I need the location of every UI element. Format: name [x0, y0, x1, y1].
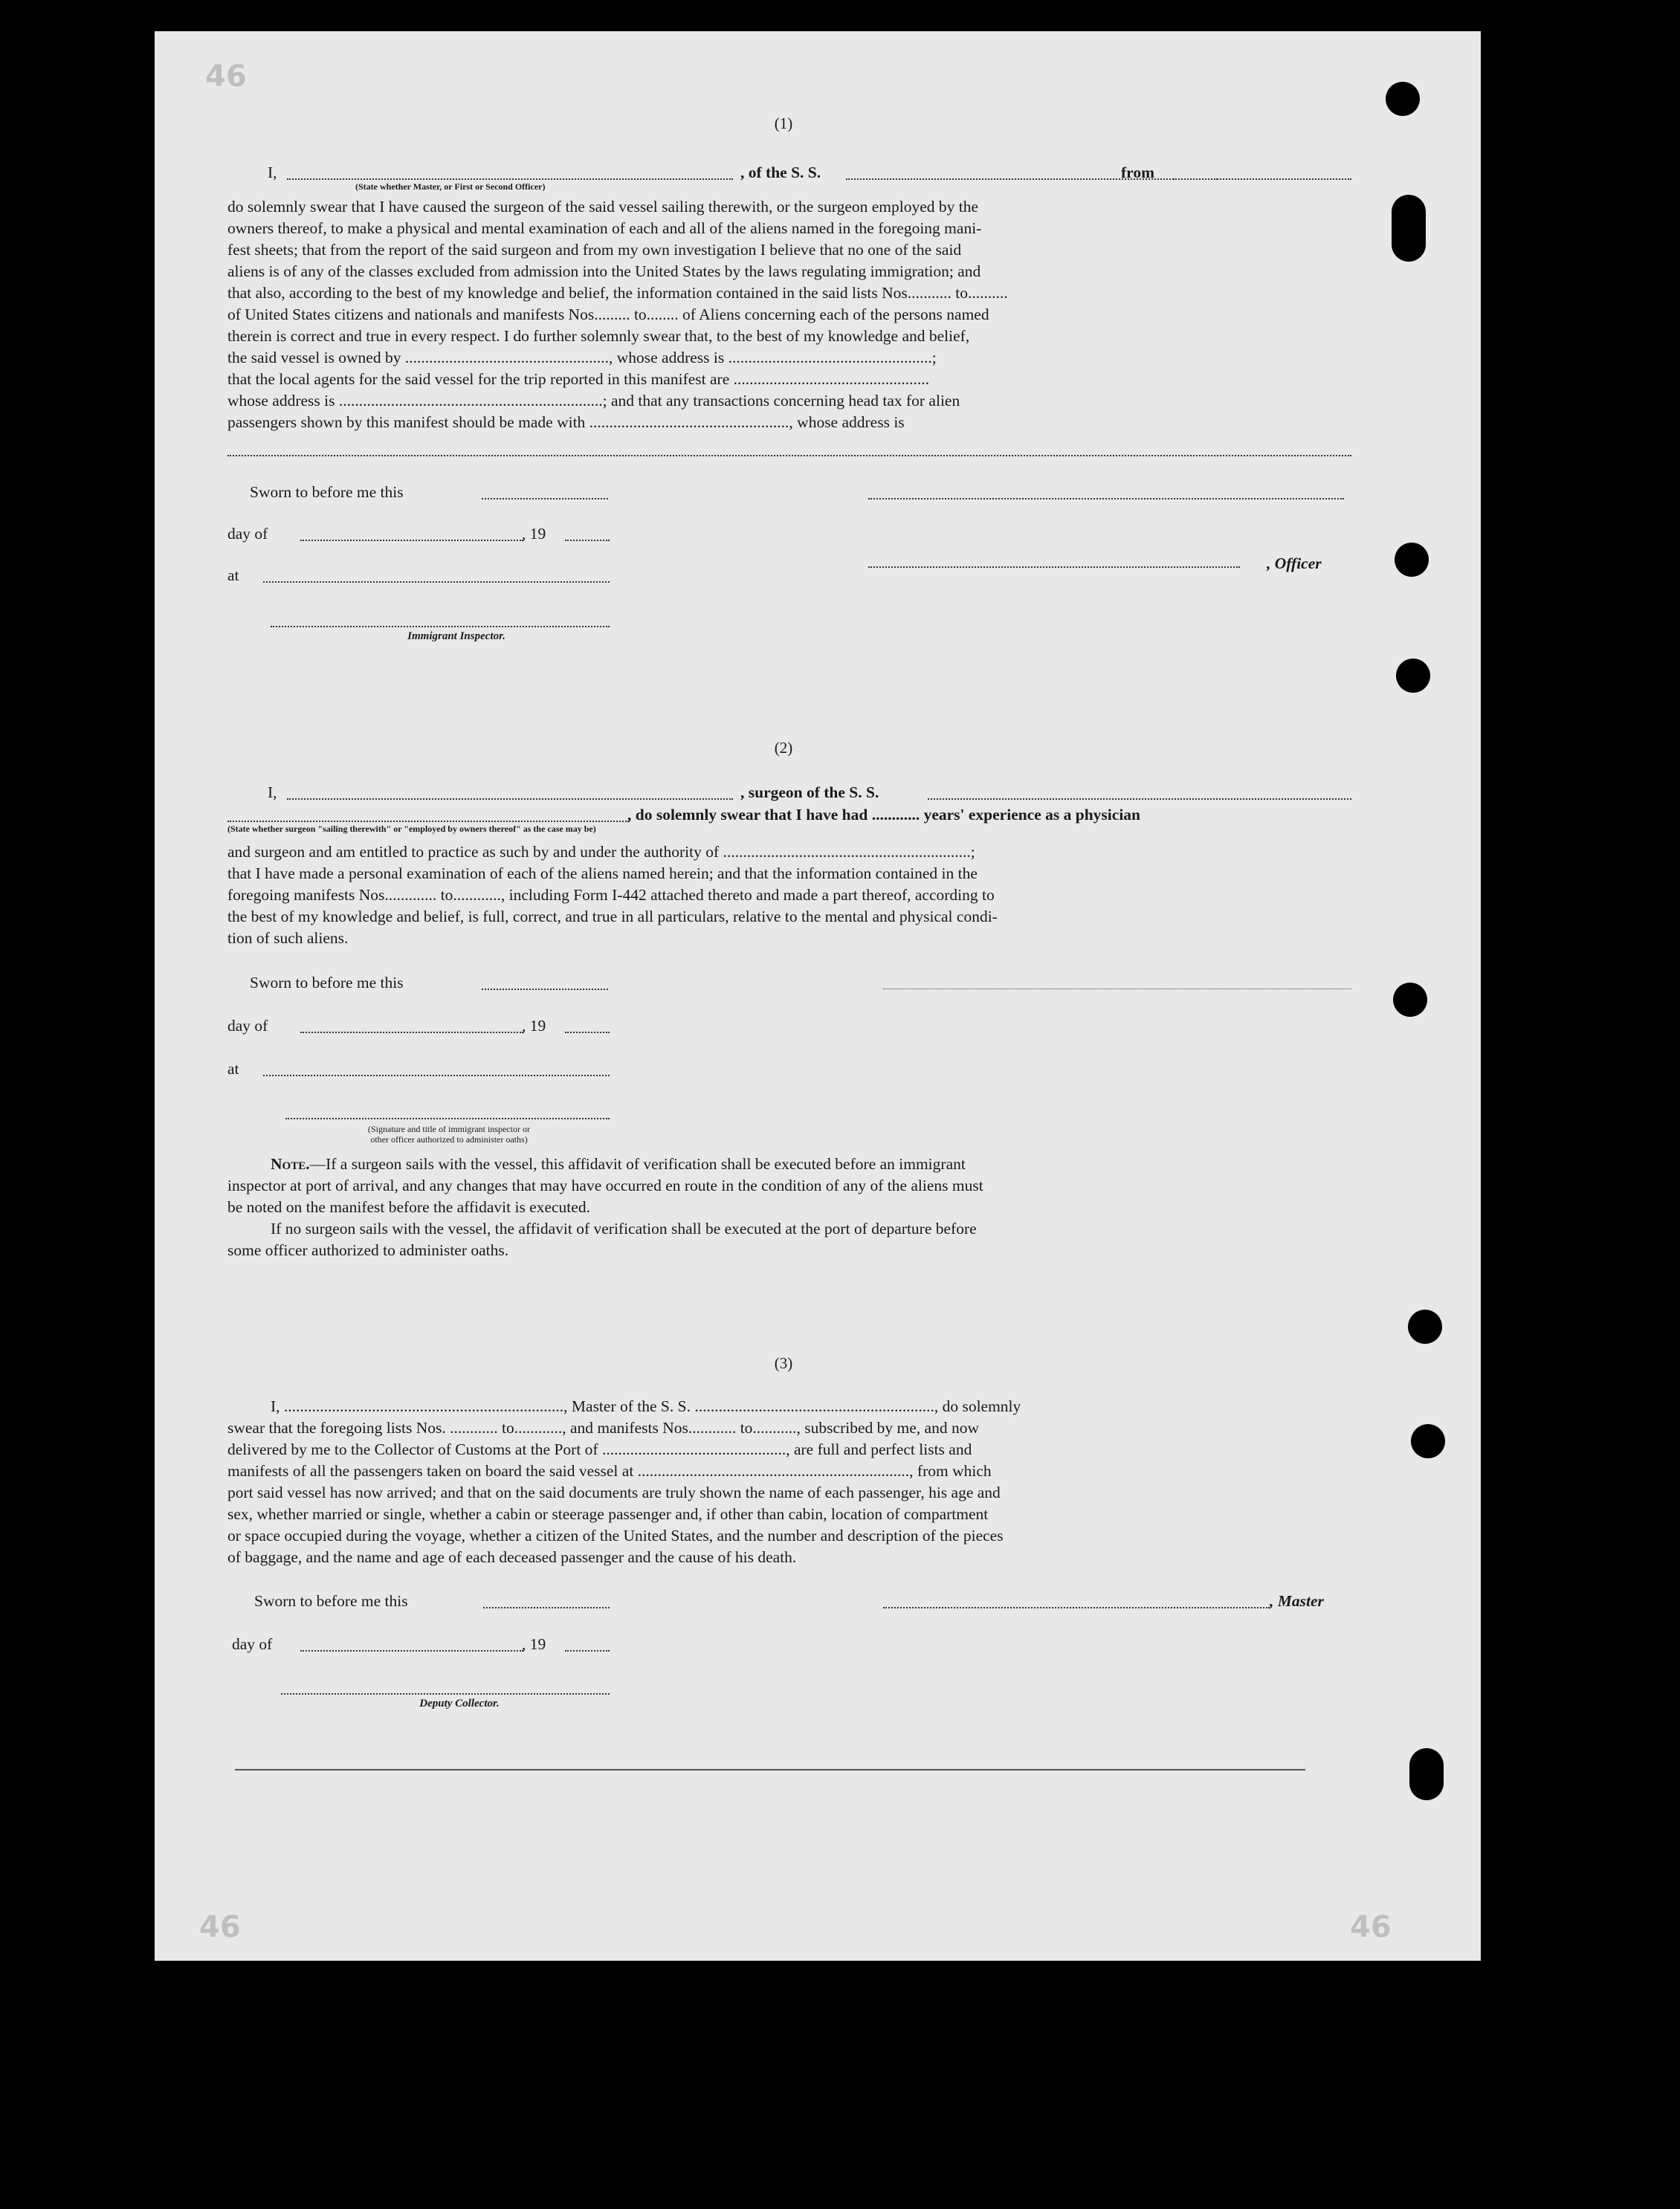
section3-day-line	[300, 1650, 523, 1652]
section2-note	[227, 1154, 1351, 1261]
deputy-caption: Deputy Collector.	[419, 1698, 500, 1710]
section2-body	[227, 841, 1351, 949]
section3-line: delivered by me to the Collector of Customs at the Port of .............................................., are full and perfect lists and	[227, 1440, 972, 1458]
master-signature-line	[883, 1607, 1270, 1608]
binder-hole	[1392, 195, 1426, 262]
officer-signature-line	[868, 498, 1344, 499]
section1-line: whose address is ..................................................................; and that any transactions concerning head tax for alien	[227, 392, 960, 410]
surgeon-status-line	[227, 821, 629, 822]
officer-title-line	[868, 566, 1240, 568]
section3-year-label: , 19	[522, 1635, 546, 1653]
section2-line: tion of such aliens.	[227, 929, 349, 947]
bottom-rule	[235, 1769, 1305, 1770]
surgeon-experience: , do solemnly swear that I have had ............ years' experience as a physician	[627, 806, 1140, 824]
page-number-bottom-right: 46	[1350, 1910, 1392, 1944]
section3-line: port said vessel has now arrived; and that on the said documents are truly shown the name of each passenger, his age and	[227, 1484, 1001, 1501]
vessel-name-line	[846, 178, 1218, 180]
signature-caption-line: other officer authorized to administer oaths)	[370, 1134, 528, 1145]
page-number-top-left: 46	[205, 59, 247, 94]
section2-surgeon-note: (State whether surgeon "sailing therewith" or "employed by owners thereof" as the case may be)	[227, 824, 596, 834]
section1-heading: (1)	[774, 114, 793, 132]
section3-line: or space occupied during the voyage, whether a citizen of the United States, and the number and description of the pieces	[227, 1527, 1004, 1545]
surgeon-vessel-line	[928, 798, 1351, 800]
section3-day-label: day of	[232, 1635, 273, 1653]
section2-line: that I have made a personal examination of each of the aliens named herein; and that the information contained in the	[227, 864, 978, 882]
inspector-signature-line	[271, 626, 610, 627]
section3-body	[227, 1396, 1351, 1568]
section2-line: foregoing manifests Nos............. to............, including Form I-442 attached thereto and made a part thereof, according to	[227, 886, 995, 904]
signature-caption-line: (Signature and title of immigrant inspector or	[368, 1124, 530, 1134]
note-line: some officer authorized to administer oaths.	[227, 1241, 509, 1259]
section3-heading: (3)	[774, 1354, 793, 1372]
from-label: from	[1121, 164, 1154, 181]
section2-sworn-label: Sworn to before me this	[250, 974, 404, 992]
section2-signature-caption	[285, 1124, 613, 1145]
section3-line: sex, whether married or single, whether a cabin or steerage passenger and, if other than cabin, location of compartment	[227, 1505, 989, 1523]
section1-day-label: day of	[227, 525, 268, 543]
inspector-caption: Immigrant Inspector.	[407, 630, 505, 642]
agent-address-line	[227, 455, 1351, 456]
section2-signature-line	[285, 1118, 610, 1119]
section1-day-line	[300, 540, 523, 541]
note-label: Note.	[271, 1155, 310, 1173]
section1-line: of United States citizens and nationals and manifests Nos......... to........ of Aliens concerning each of the persons named	[227, 305, 989, 323]
note-text: —If a surgeon sails with the vessel, this affidavit of verification shall be executed before an immigrant	[309, 1155, 966, 1173]
note-line: be noted on the manifest before the affidavit is executed.	[227, 1198, 590, 1216]
section3-sworn-label: Sworn to before me this	[254, 1592, 408, 1610]
section3-line: swear that the foregoing lists Nos. ............ to............, and manifests Nos............ to..........., subscribed by me, and now	[227, 1419, 979, 1437]
surgeon-name-line	[287, 798, 733, 800]
binder-hole	[1408, 1310, 1442, 1344]
of-ss-label: , of the S. S.	[740, 164, 821, 181]
surgeon-of-label: , surgeon of the S. S.	[740, 783, 879, 801]
section2-at-label: at	[227, 1060, 239, 1078]
binder-hole	[1393, 983, 1427, 1017]
deputy-signature-line	[281, 1693, 610, 1695]
section2-heading: (2)	[774, 739, 793, 757]
section2-day-line	[300, 1032, 523, 1033]
master-name-line	[287, 178, 733, 180]
section2-day-label: day of	[227, 1017, 268, 1035]
binder-hole	[1395, 543, 1429, 577]
section1-line: the said vessel is owned by ..................................................., whose address is ...................................................;	[227, 349, 937, 366]
section1-year-line	[565, 540, 610, 541]
binder-hole	[1386, 82, 1420, 116]
page-number-bottom-left: 46	[199, 1910, 241, 1944]
section1-line: owners thereof, to make a physical and mental examination of each and all of the aliens named in the foregoing mani-	[227, 219, 982, 237]
section1-body	[227, 196, 1351, 433]
master-label: , Master	[1270, 1592, 1324, 1610]
section1-line: passengers shown by this manifest should be made with .................................................., whose address is	[227, 413, 905, 431]
from-port-line	[1173, 178, 1351, 180]
note-line	[227, 1154, 1351, 1175]
section1-line: do solemnly swear that I have caused the surgeon of the said vessel sailing therewith, or the surgeon employed by the	[227, 198, 979, 216]
section2-at-line	[263, 1075, 610, 1076]
section2-line: and surgeon and am entitled to practice as such by and under the authority of ..............................................................;	[227, 843, 975, 861]
binder-hole	[1396, 659, 1430, 693]
section1-line: that the local agents for the said vessel for the trip reported in this manifest are .................................................	[227, 370, 929, 388]
section1-line: fest sheets; that from the report of the said surgeon and from my own investigation I believe that no one of the said	[227, 241, 962, 259]
section3-year-line	[565, 1650, 610, 1652]
section1-year-label: , 19	[522, 525, 546, 543]
section1-at-line	[263, 581, 610, 583]
section1-sworn-label: Sworn to before me this	[250, 483, 404, 501]
section3-line: of baggage, and the name and age of each deceased passenger and the cause of his death.	[227, 1548, 797, 1566]
section2-opening: I,	[268, 783, 277, 801]
section1-line: aliens is of any of the classes excluded from admission into the United States by the laws regulating immigration; and	[227, 262, 981, 280]
section1-at-label: at	[227, 566, 239, 584]
section2-year-line	[565, 1032, 610, 1033]
binder-hole	[1411, 1424, 1445, 1458]
officer-label: , Officer	[1267, 554, 1322, 572]
document-page	[155, 31, 1481, 1961]
section3-line: manifests of all the passengers taken on board the said vessel at ...................................................................., from which	[227, 1462, 992, 1480]
note-line: inspector at port of arrival, and any changes that may have occurred en route in the condition of any of the aliens must	[227, 1177, 983, 1194]
section2-line: the best of my knowledge and belief, is full, correct, and true in all particulars, relative to the mental and physical condi-	[227, 908, 998, 925]
section1-line: therein is correct and true in every respect. I do further solemnly swear that, to the best of my knowledge and belief,	[227, 327, 970, 345]
section2-sworn-line	[482, 989, 608, 990]
section1-sworn-line	[482, 498, 608, 499]
note-line: If no surgeon sails with the vessel, the affidavit of verification shall be executed at the port of departure before	[271, 1220, 977, 1238]
binder-hole	[1409, 1748, 1444, 1800]
section1-line: that also, according to the best of my knowledge and belief, the information contained in the said lists Nos........... to..........	[227, 284, 1008, 302]
section1-officer-note: (State whether Master, or First or Second Officer)	[355, 181, 546, 192]
section3-sworn-line	[483, 1607, 610, 1608]
section3-line: I, ......................................................................, Master of the S. S. ............................................................, do solemnly	[271, 1397, 1021, 1415]
section2-year-label: , 19	[522, 1017, 546, 1035]
section1-opening: I,	[268, 164, 277, 181]
